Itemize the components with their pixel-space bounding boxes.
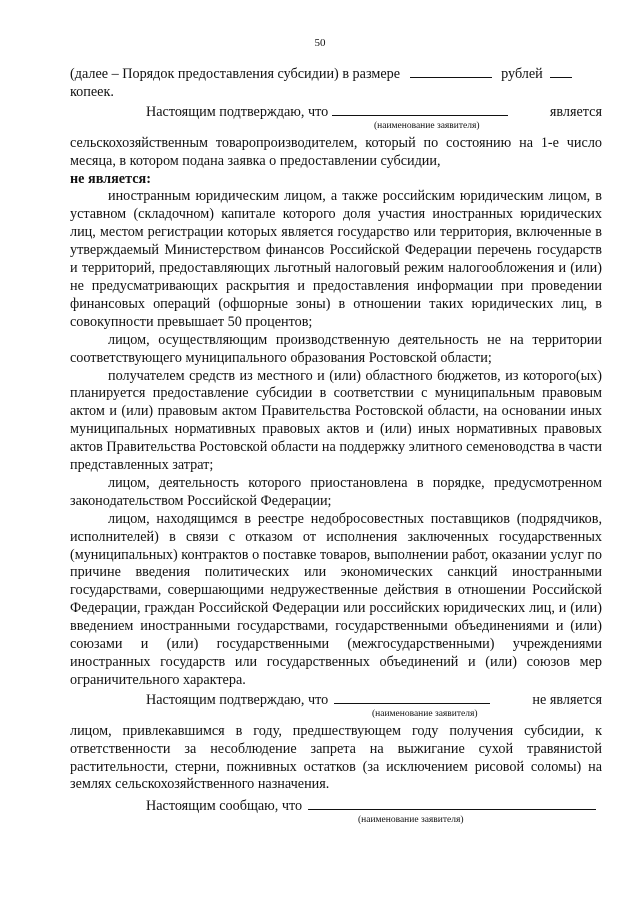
list-item: иностранным юридическим лицом, а также российским юридическим лицом, в уставном (складочном) капитале которого доля участия иностранных юридических лиц, местом регистрации которых является государство или территория, включенные в утверждаемый Министерством финансов Российской Федерации перечень государств и территорий, предоставляющих льготный налоговый режим налогообложения и (или) не предусматривающих раскрытия и предоставления информации при проведении финансовых операций (офшорные зоны) в отношении таких юридических лиц, в совокупности превышает 50 процентов; (70, 188, 602, 330)
confirm1-prefix: Настоящим подтверждаю, что (146, 103, 329, 120)
confirm2-row (70, 690, 602, 710)
amount-kopecks-blank[interactable] (550, 64, 572, 78)
confirm2-prefix: Настоящим подтверждаю, что (146, 691, 329, 708)
confirm2-caption-line (70, 710, 602, 723)
confirm1-caption-line (70, 122, 602, 135)
confirm1-continuation-text: сельскохозяйственным товаропроизводителем, который по состоянию на 1-е число месяца, в котором подана заявка о предоставлении субсидии, (70, 134, 602, 169)
applicant-name-blank-2[interactable] (334, 690, 490, 704)
inform-caption-line (70, 816, 602, 829)
intro-text: (далее – Порядок предоставления субсидии) в размере (70, 66, 401, 82)
document-body (70, 64, 602, 829)
rubles-label: рублей (501, 66, 543, 82)
page-number: 50 (314, 37, 326, 49)
list-item: лицом, осуществляющим производственную деятельность не на территории соответствующего муниципального образования Ростовской области; (70, 331, 602, 366)
not-is-heading: не является: (70, 170, 151, 187)
confirm1-suffix: является (549, 103, 602, 120)
list-item: лицом, деятельность которого приостановлена в порядке, предусмотренном законодательством Российской Федерации; (70, 474, 602, 509)
confirm1-row (70, 102, 602, 122)
kopecks-label: копеек. (70, 83, 114, 100)
inform-prefix: Настоящим сообщаю, что (146, 798, 303, 815)
applicant-name-blank-1[interactable] (332, 102, 508, 116)
list-item: получателем средств из местного и (или) областного бюджетов, из которого(ых) планируется предоставление субсидии в соответствии с муниципальным правовым актом и (или) правовым актом Правительства Ростовской области, на основании иных муниципальных нормативных правовых актов и (или) иных нормативных правовых актов Правительства Ростовской области на поддержку элитного семеноводства в части представленных затрат; (70, 367, 602, 474)
applicant-caption-3: (наименование заявителя) (358, 815, 464, 826)
applicant-caption-2: (наименование заявителя) (372, 708, 478, 719)
applicant-caption-1: (наименование заявителя) (374, 120, 480, 131)
confirm1-continuation (70, 135, 602, 189)
intro-paragraph (70, 64, 602, 102)
amount-rubles-blank[interactable] (410, 64, 492, 78)
applicant-name-blank-3[interactable] (308, 796, 596, 810)
inform-row (70, 796, 602, 816)
confirm2-continuation: лицом, привлекавшимся в году, предшествующем году получения субсидии, к ответственности за несоблюдение запрета на выжигание сухой травянистой растительности, стерни, пожнивных остатков (за исключением рисовой соломы) на землях сельскохозяйственного назначения. (70, 722, 602, 793)
confirm2-suffix: не является (532, 691, 602, 708)
list-item: лицом, находящимся в реестре недобросовестных поставщиков (подрядчиков, исполнителей) в связи с отказом от исполнения заключенных государственных (муниципальных) контрактов о поставке товаров, выполнении работ, оказании услуг по причине введения политических или экономических санкций иностранными государствами, совершающими недружественные действия в отношении Российской Федерации, граждан Российской Федерации или российских юридических лиц, и (или) введением иностранными государствами, государственными объединениями и (или) союзами и (или) государственными (межгосударственными) учреждениями иностранных государств или государственных объединений и (или) союзов мер ограничительного характера. (70, 510, 602, 688)
